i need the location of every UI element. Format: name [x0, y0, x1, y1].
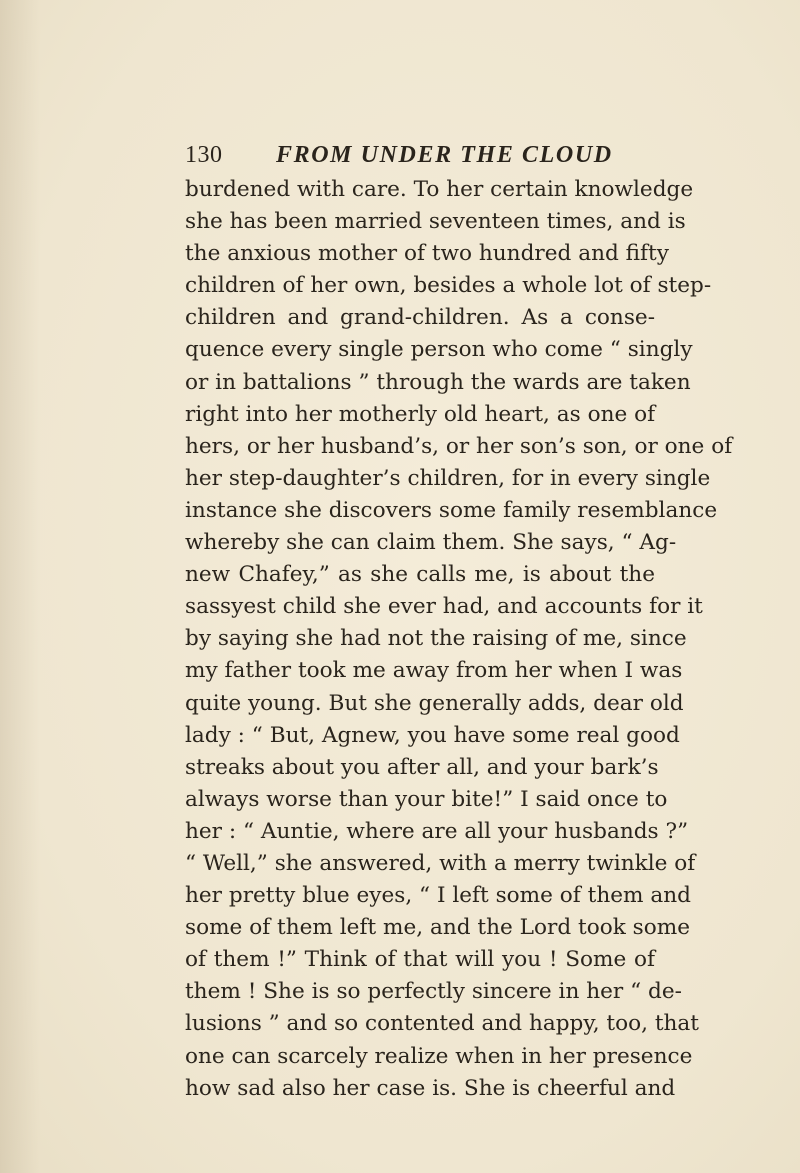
text-line: one can scarcely realize when in her presence [185, 1043, 693, 1069]
text-line: her pretty blue eyes, “ I left some of them and [185, 883, 691, 909]
text-line: instance she discovers some family resemblance [185, 497, 718, 523]
text-line: quence every single person who come “ singly [185, 337, 693, 363]
page-number: 130 [185, 142, 223, 168]
text-line: streaks about you after all, and your bark’s [185, 754, 659, 780]
text-line: always worse than your bite!” I said once to [185, 786, 668, 812]
text-line: burdened with care. To her certain knowledge [185, 177, 694, 202]
text-line: right into her motherly old heart, as one of [185, 401, 656, 427]
text-line: her : “ Auntie, where are all your husbands ?” [185, 818, 689, 844]
running-title: FROM UNDER THE CLOUD [276, 142, 613, 168]
text-line: lusions ” and so contented and happy, too, that [185, 1011, 699, 1037]
text-line: them ! She is so perfectly sincere in her “ de- [185, 979, 682, 1005]
text-line: she has been married seventeen times, and is [185, 209, 686, 235]
text-line: by saying she had not the raising of me, since [185, 626, 687, 652]
text-line: lady : “ But, Agnew, you have some real good [185, 722, 680, 748]
body-text [185, 174, 733, 1105]
gutter-shadow [0, 0, 40, 1173]
text-line: new Chafey,” as she calls me, is about the [185, 562, 655, 588]
text-line: the anxious mother of two hundred and fifty [185, 241, 669, 267]
text-line: hers, or her husband’s, or her son’s son, or one of [185, 433, 733, 459]
text-line: or in battalions ” through the wards are taken [185, 369, 691, 395]
text-line: sassyest child she ever had, and accounts for it [185, 594, 703, 620]
text-line: my father took me away from her when I was [185, 658, 683, 684]
text-line: her step-daughter’s children, for in every single [185, 465, 711, 491]
text-line: children of her own, besides a whole lot of step- [185, 273, 712, 299]
text-line: “ Well,” she answered, with a merry twinkle of [185, 850, 696, 876]
text-line: quite young. But she generally adds, dear old [185, 690, 684, 716]
text-line: of them !” Think of that will you ! Some of [185, 947, 655, 973]
text-line: some of them left me, and the Lord took some [185, 915, 690, 941]
text-line: whereby she can claim them. She says, “ Ag- [185, 530, 677, 556]
text-line: how sad also her case is. She is cheerful and [185, 1075, 676, 1101]
running-head [185, 138, 745, 172]
text-line: children and grand-children. As a conse- [185, 305, 655, 331]
